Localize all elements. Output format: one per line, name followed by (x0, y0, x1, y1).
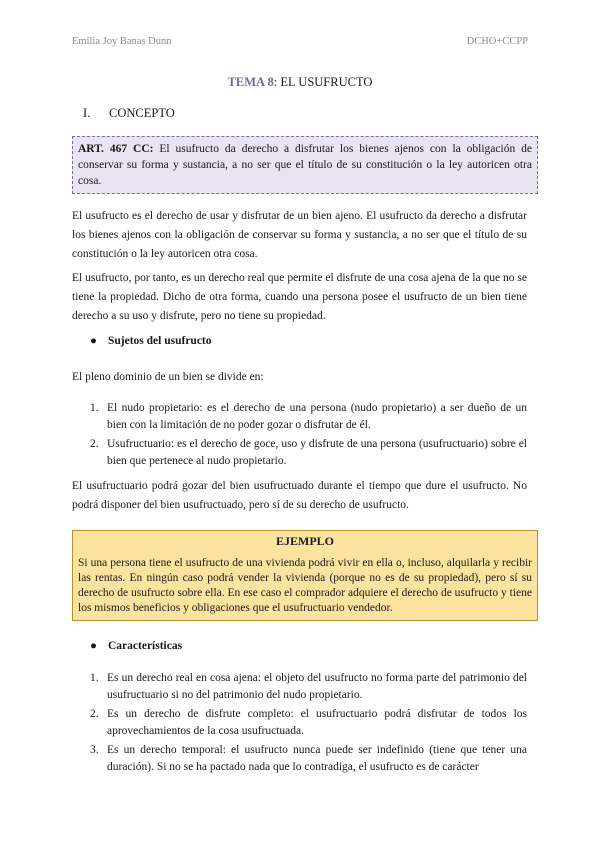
bullet-heading-caracteristicas (90, 640, 182, 652)
list-text: El nudo propietario: es el derecho de una persona (nudo propietario) a ser dueño de un bien con la limitación de no poder gozar o disfrutar de él. (107, 402, 527, 431)
title-number: TEMA 8 (227, 75, 274, 89)
bullet-label: Sujetos del usufructo (108, 335, 212, 347)
bullet-dot-icon: ● (90, 335, 97, 347)
paragraph-definition: El usufructo es el derecho de usar y disfrutar de un bien ajeno. El usufructo da derecho a disfrutar los bienes ajenos con la obligación de conservar su forma y sustancia, a no ser que el título de su constitución o la ley autoricen otra cosa. (72, 210, 527, 260)
list-item (72, 400, 527, 434)
section-label: CONCEPTO (109, 106, 175, 120)
bullet-label: Características (108, 640, 183, 652)
sujetos-list (72, 400, 527, 472)
list-number: 1. (90, 672, 99, 684)
list-text: Es un derecho temporal: el usufructo nunca puede ser indefinido (tiene que tener una duración). Si no se ha pactado nada que lo contradiga, el usufructo es de carácter (107, 744, 527, 773)
list-item (72, 742, 527, 776)
list-text: Es un derecho real en cosa ajena: el objeto del usufructo no forma parte del patrimonio del usufructuario si no del patrimonio del nudo propietario. (107, 672, 527, 701)
list-item (72, 706, 527, 740)
article-quote-box (72, 136, 538, 194)
page-title (0, 75, 600, 90)
list-number: 1. (90, 402, 99, 414)
list-item (72, 670, 527, 704)
section-numeral: I. (83, 106, 91, 120)
example-title: EJEMPLO (275, 534, 334, 548)
list-item (72, 436, 527, 470)
bullet-heading-sujetos (90, 335, 212, 347)
paragraph-usufructuario: El usufructuario podrá gozar del bien usufructuado durante el tiempo que dure el usufructo. No podrá disponer del bien usufructuado, pero sí de su derecho de usufructo. (72, 480, 527, 511)
section-heading-concepto (83, 106, 175, 121)
paragraph-real-right: El usufructo, por tanto, es un derecho real que permite el disfrute de una cosa ajena de la que no se tiene la propiedad. Dicho de otra forma, cuando una persona posee el usufructo de un bien tiene derecho a su uso y disfrute, pero no tiene su propiedad. (72, 272, 527, 322)
example-box (72, 530, 538, 621)
header-author: Emilia Joy Banas Dunn (72, 36, 172, 47)
paragraph-dominio: El pleno dominio de un bien se divide en: (72, 371, 264, 383)
title-text: : EL USUFRUCTO (273, 75, 373, 89)
list-number: 2. (90, 438, 99, 450)
bullet-dot-icon: ● (90, 640, 97, 652)
example-text: Si una persona tiene el usufructo de una vivienda podrá vivir en ella o, incluso, alquilarla y recibir las rentas. En ningún caso podrá vender la vivienda (porque no es de su propiedad), pero sí su derecho de usufructo sobre ella. En ese caso el comprador adquiere el derecho de usufructo y tiene los mismos beneficios y obligaciones que el usufructuario vendedor. (78, 557, 532, 614)
list-number: 3. (90, 744, 99, 756)
article-reference: ART. 467 CC: (78, 143, 154, 155)
header-course: DCHO+CCPP (466, 36, 528, 47)
list-text: Es un derecho de disfrute completo: el usufructuario podrá disfrutar de todos los aprovechamientos de la cosa usufructuada. (107, 708, 527, 737)
list-text: Usufructuario: es el derecho de goce, uso y disfrute de una persona (usufructuario) sobre el bien que pertenece al nudo propietario. (107, 438, 527, 467)
list-number: 2. (90, 708, 99, 720)
caracteristicas-list (72, 670, 527, 778)
article-text: El usufructo da derecho a disfrutar los bienes ajenos con la obligación de conservar su forma y sustancia, a no ser que el título de su constitución o la ley autoricen otra cosa. (78, 143, 532, 187)
